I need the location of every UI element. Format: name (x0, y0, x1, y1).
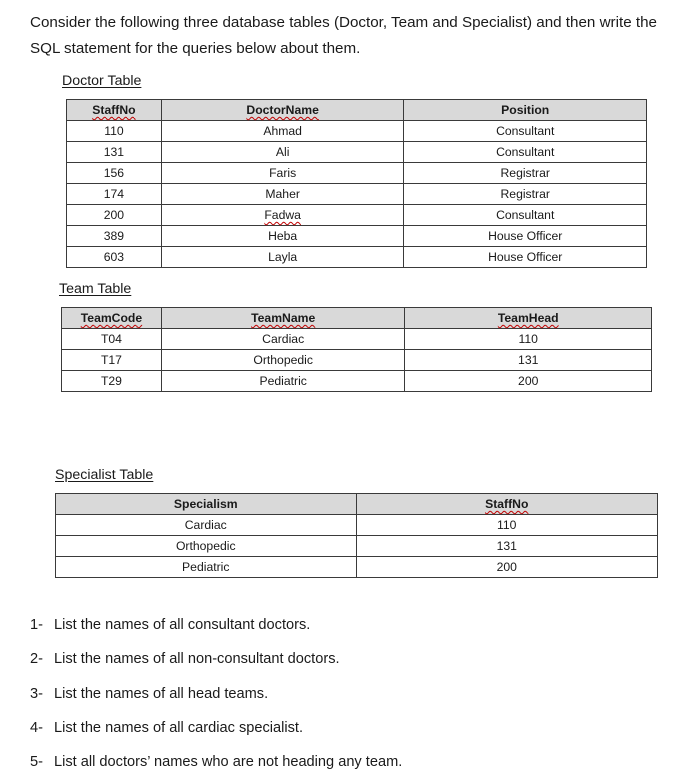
table-cell: Orthopedic (56, 536, 357, 557)
column-header: TeamHead (405, 308, 652, 329)
table-cell: Cardiac (161, 329, 405, 350)
table-cell: 110 (356, 515, 657, 536)
table-cell: Pediatric (56, 557, 357, 578)
table-cell: 156 (67, 163, 162, 184)
column-header: StaffNo (67, 100, 162, 121)
table-cell: Ali (161, 142, 404, 163)
table-cell: Orthopedic (161, 350, 405, 371)
team-table (61, 307, 652, 392)
table-cell: 174 (67, 184, 162, 205)
table-cell: T29 (62, 371, 162, 392)
table-header-row (67, 100, 647, 121)
table-cell: Pediatric (161, 371, 405, 392)
table-cell: House Officer (404, 247, 647, 268)
specialist-table-caption: Specialist Table (55, 467, 154, 483)
list-item: 4- List the names of all cardiac specialist. (30, 719, 304, 736)
table-header-row (62, 308, 652, 329)
table-row (62, 371, 652, 392)
question-list (30, 612, 402, 783)
column-header: DoctorName (161, 100, 404, 121)
table-header-row (56, 494, 658, 515)
table-cell: 389 (67, 226, 162, 247)
doctor-table (66, 99, 647, 268)
table-row (56, 515, 658, 536)
table-cell: Registrar (404, 184, 647, 205)
list-item: 3- List the names of all head teams. (30, 685, 269, 702)
column-header: StaffNo (356, 494, 657, 515)
table-cell: Maher (161, 184, 404, 205)
table-cell: 200 (356, 557, 657, 578)
table-cell: Registrar (404, 163, 647, 184)
table-cell: Consultant (404, 121, 647, 142)
list-item: 2- List the names of all non-consultant doctors. (30, 651, 340, 668)
table-cell: Ahmad (161, 121, 404, 142)
table-row (56, 557, 658, 578)
table-cell: 131 (67, 142, 162, 163)
column-header: TeamCode (62, 308, 162, 329)
table-cell: 200 (405, 371, 652, 392)
doctor-table-caption: Doctor Table (62, 73, 142, 89)
table-cell: 110 (67, 121, 162, 142)
table-row (67, 142, 647, 163)
table-cell: T17 (62, 350, 162, 371)
table-cell: 603 (67, 247, 162, 268)
table-cell: Fadwa (161, 205, 404, 226)
list-item: 1- List the names of all consultant doctors. (30, 617, 311, 633)
table-cell: 131 (405, 350, 652, 371)
table-cell: Consultant (404, 142, 647, 163)
team-table-caption: Team Table (59, 281, 132, 297)
list-item: 5- List all doctors’ names who are not heading any team. (30, 754, 403, 771)
column-header: Specialism (56, 494, 357, 515)
table-row (67, 205, 647, 226)
table-cell: Faris (161, 163, 404, 184)
table-cell: 200 (67, 205, 162, 226)
table-row (67, 247, 647, 268)
intro-paragraph: Consider the following three database tables (Doctor, Team and Specialist) and then write the SQL statement for the queries below about them. (30, 14, 657, 57)
column-header: TeamName (161, 308, 405, 329)
column-header: Position (404, 100, 647, 121)
table-row (67, 121, 647, 142)
specialist-table (55, 493, 658, 578)
table-cell: T04 (62, 329, 162, 350)
table-cell: 131 (356, 536, 657, 557)
table-row (67, 184, 647, 205)
table-cell: Heba (161, 226, 404, 247)
table-cell: Cardiac (56, 515, 357, 536)
table-cell: House Officer (404, 226, 647, 247)
table-cell: Consultant (404, 205, 647, 226)
table-cell: 110 (405, 329, 652, 350)
table-cell: Layla (161, 247, 404, 268)
table-row (62, 329, 652, 350)
table-row (62, 350, 652, 371)
table-row (67, 163, 647, 184)
table-row (67, 226, 647, 247)
table-row (56, 536, 658, 557)
